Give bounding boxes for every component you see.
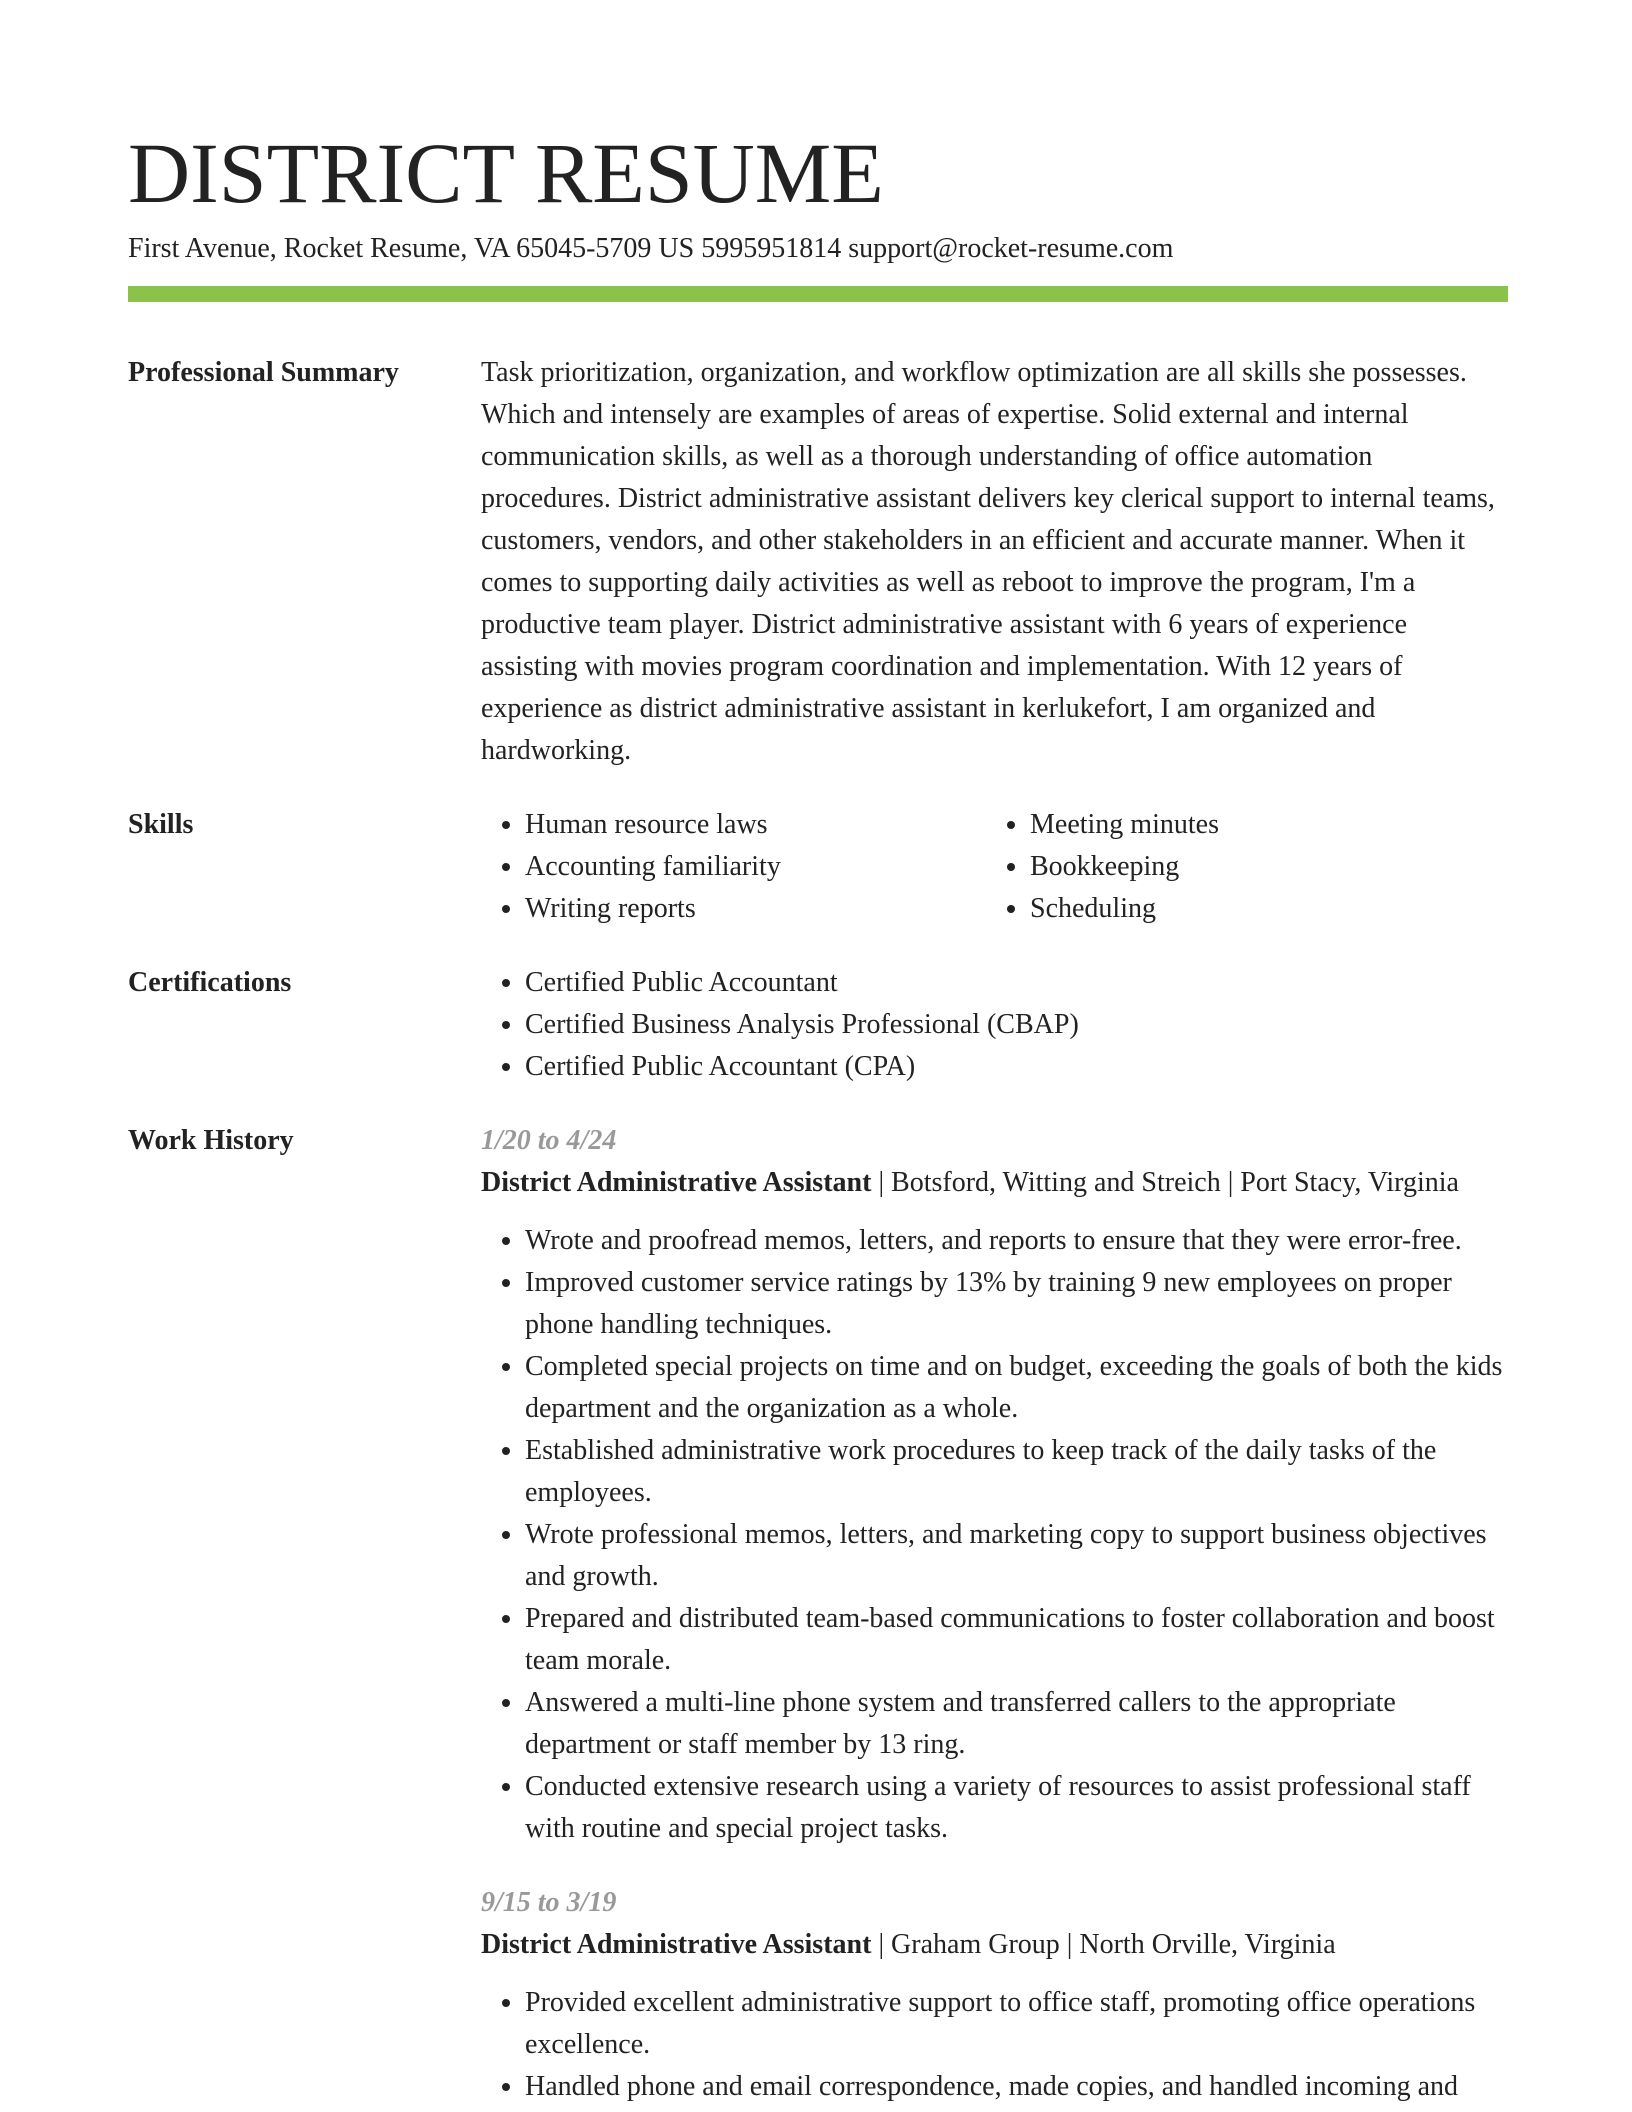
job-bullet: • Provided excellent administrative support to office staff, promoting office operations excellence. — [525, 1982, 1508, 2066]
job-details: | Graham Group | North Orville, Virginia — [871, 1929, 1336, 1960]
certification-item: • Certified Public Accountant (CPA) — [525, 1046, 1508, 1088]
skills-section — [128, 804, 1508, 930]
certification-item: • Certified Business Analysis Professional (CBAP) — [525, 1004, 1508, 1046]
summary-section — [128, 352, 1508, 772]
job-entry — [481, 1120, 1508, 1850]
job-bullet: • Answered a multi-line phone system and transferred callers to the appropriate department or staff member by 13 ring. — [525, 1682, 1508, 1766]
summary-text: Task prioritization, organization, and workflow optimization are all skills she possesses. Which and intensely are examples of areas of expertise. Solid external and internal communication skills, as well as a thorough understanding of office automation procedures. District administrative assistant delivers key clerical support to internal teams, customers, vendors, and other stakeholders in an efficient and accurate manner. When it comes to supporting daily activities as well as reboot to improve the program, I'm a productive team player. District administrative assistant with 6 years of experience assisting with movies program coordination and implementation. With 12 years of experience as district administrative assistant in kerlukefort, I am organized and hardworking. — [481, 357, 1495, 766]
certification-item: • Certified Public Accountant — [525, 962, 1508, 1004]
job-heading-line — [481, 1924, 1508, 1966]
job-bullet: • Improved customer service ratings by 13% by training 9 new employees on proper phone handling techniques. — [525, 1262, 1508, 1346]
work-history-heading: Work History — [128, 1125, 294, 1156]
job-heading-line — [481, 1162, 1508, 1204]
job-title: District Administrative Assistant — [481, 1929, 872, 1960]
certifications-heading: Certifications — [128, 967, 292, 998]
job-bullet: • Completed special projects on time and on budget, exceeding the goals of both the kids department and the organization as a whole. — [525, 1346, 1508, 1430]
job-bullet: • Wrote professional memos, letters, and marketing copy to support business objectives and growth. — [525, 1514, 1508, 1598]
job-bullet: • Prepared and distributed team-based communications to foster collaboration and boost team morale. — [525, 1598, 1508, 1682]
job-bullet: • Established administrative work procedures to keep track of the daily tasks of the employees. — [525, 1430, 1508, 1514]
job-bullet: • Wrote and proofread memos, letters, and reports to ensure that they were error-free. — [525, 1220, 1508, 1262]
job-bullet: • Handled phone and email correspondence, made copies, and handled incoming and — [525, 2066, 1508, 2108]
skills-heading: Skills — [128, 809, 194, 840]
job-title: District Administrative Assistant — [481, 1167, 872, 1198]
certifications-section — [128, 962, 1508, 1088]
job-dates: 1/20 to 4/24 — [481, 1125, 617, 1156]
resume-content — [128, 352, 1508, 2108]
skill-item: • Meeting minutes — [1030, 804, 1491, 846]
skill-item: • Bookkeeping — [1030, 846, 1491, 888]
resume-name: DISTRICT RESUME — [128, 125, 884, 221]
work-history-section — [128, 1120, 1508, 2108]
job-details: | Botsford, Witting and Streich | Port Stacy, Virginia — [871, 1167, 1459, 1198]
job-bullets — [481, 1982, 1508, 2108]
job-dates: 9/15 to 3/19 — [481, 1887, 617, 1918]
skill-item: • Human resource laws — [525, 804, 986, 846]
skills-list-left — [481, 804, 986, 930]
contact-line: First Avenue, Rocket Resume, VA 65045-5709 US 5995951814 support@rocket-resume.com — [128, 233, 1174, 264]
header-divider — [128, 286, 1508, 302]
skill-item: • Accounting familiarity — [525, 846, 986, 888]
summary-heading: Professional Summary — [128, 357, 399, 388]
skill-item: • Writing reports — [525, 888, 986, 930]
job-entry — [481, 1882, 1508, 2108]
skill-item: • Scheduling — [1030, 888, 1491, 930]
job-bullet: • Conducted extensive research using a variety of resources to assist professional staff with routine and special project tasks. — [525, 1766, 1508, 1850]
certifications-list — [481, 962, 1508, 1088]
skills-list-right — [986, 804, 1491, 930]
job-bullets — [481, 1220, 1508, 1850]
